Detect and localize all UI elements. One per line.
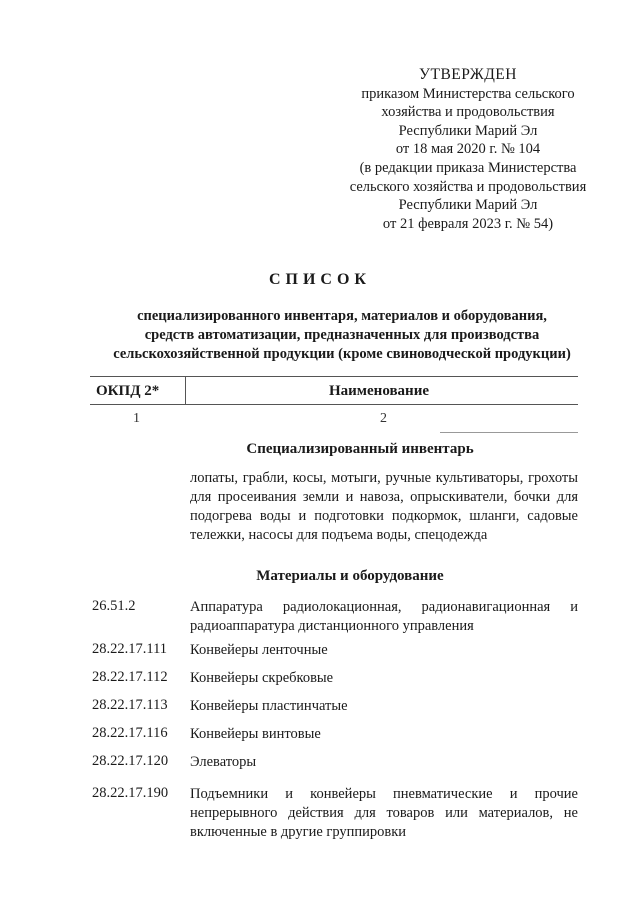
approval-line: Республики Марий Эл — [398, 197, 538, 214]
row-code: 28.22.17.111 — [92, 641, 168, 657]
approval-stamp — [318, 66, 618, 233]
document-subtitle — [92, 307, 592, 364]
column-number-code: 1 — [133, 411, 140, 426]
document-title: СПИСОК — [268, 271, 372, 288]
subtitle-line: сельскохозяйственной продукции (кроме свиноводческой продукции) — [113, 346, 571, 362]
section-item-text: лопаты, грабли, косы, мотыги, ручные культиваторы, грохоты для просеивания земли и навоза, опрыскиватели, бочки для подогрева воды и подготовки подкормок, шланги, садовые тележки, насосы для подъема воды, спецодежда — [190, 470, 578, 543]
header-code: ОКПД 2* — [96, 383, 160, 399]
column-number-name: 2 — [380, 411, 387, 426]
row-code: 28.22.17.120 — [92, 753, 169, 769]
table-column-divider — [185, 376, 186, 404]
row-name: Элеваторы — [190, 754, 257, 770]
header-name: Наименование — [329, 383, 429, 399]
approval-line: от 21 февраля 2023 г. № 54) — [382, 215, 554, 232]
row-code: 28.22.17.113 — [92, 697, 168, 713]
table-header-rule — [90, 404, 578, 405]
approval-line: хозяйства и продовольствия — [381, 104, 555, 121]
table-top-rule — [90, 376, 578, 377]
subtitle-line: средств автоматизации, предназначенных для производства — [144, 327, 540, 343]
row-name: Аппаратура радиолокационная, радионавигационная и радиоаппаратура дистанционного управления — [190, 599, 578, 634]
section-title: Материалы и оборудование — [256, 568, 444, 584]
row-code: 28.22.17.116 — [92, 725, 168, 741]
approval-line: Республики Марий Эл — [398, 122, 538, 139]
approval-line: (в редакции приказа Министерства — [359, 159, 577, 176]
approval-line: приказом Министерства сельского — [361, 85, 575, 102]
row-name: Подъемники и конвейеры пневматические и прочие непрерывного действия для товаров или материалов, не включенные в другие группировки — [190, 786, 578, 840]
row-code: 26.51.2 — [92, 598, 136, 614]
approval-line: от 18 мая 2020 г. № 104 — [395, 141, 541, 158]
approval-line: сельского хозяйства и продовольствия — [349, 178, 587, 195]
row-code: 28.22.17.112 — [92, 669, 168, 685]
section-title: Специализированный инвентарь — [246, 441, 474, 457]
row-name: Конвейеры пластинчатые — [190, 698, 348, 714]
table-numbers-rule — [440, 432, 578, 433]
row-name: Конвейеры скребковые — [190, 670, 334, 686]
row-code: 28.22.17.190 — [92, 785, 169, 801]
approval-head: УТВЕРЖДЕН — [419, 66, 517, 83]
row-name: Конвейеры винтовые — [190, 726, 321, 742]
subtitle-line: специализированного инвентаря, материалов и оборудования, — [137, 308, 547, 324]
row-name: Конвейеры ленточные — [190, 642, 328, 658]
